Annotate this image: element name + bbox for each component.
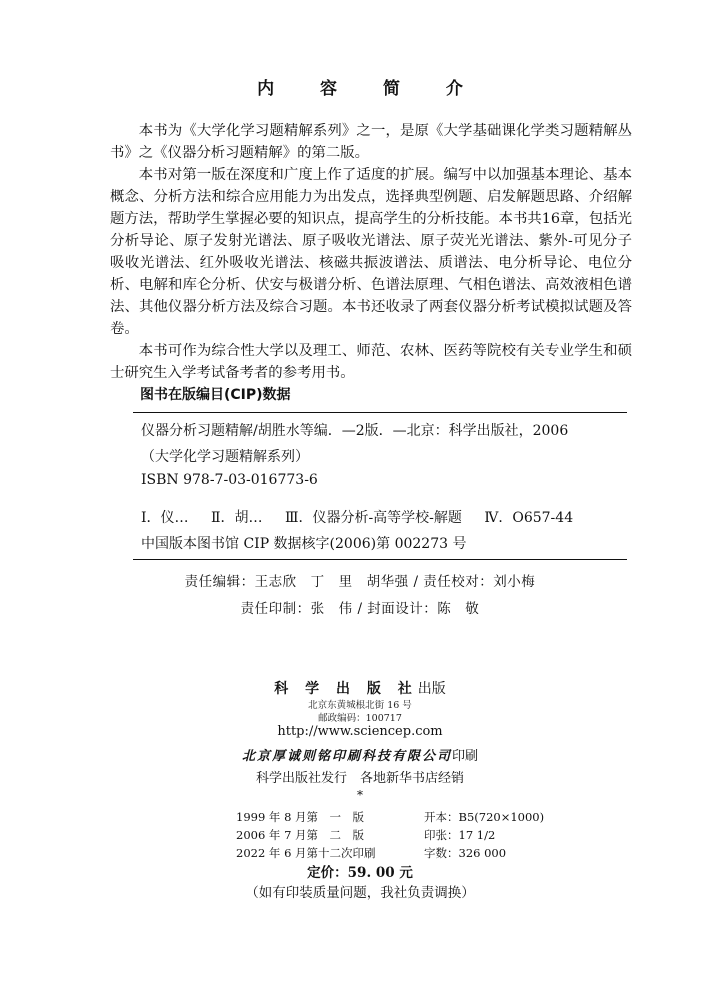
cip-isbn: ISBN 978-7-03-016773-6 bbox=[141, 472, 318, 488]
intro-paragraph-2: 本书对第一版在深度和广度上作了适度的扩展。编写中以加强基本理论、基本概念、分析方法和综合应用能力为出发点，选择典型例题、启发解题思路、介绍解题方法，帮助学生掌握必要的知识点，提高学生的分析技能。本书共16章，包括光分析导论、原子发射光谱法、原子吸收光谱法、原子荧光光谱法、紫外-可见分子吸收光谱法、红外吸收光谱法、核磁共振波谱法、质谱法、电分析导论、电位分析、电解和库仑分析、伏安与极谱分析、色谱法原理、气相色谱法、高效液相色谱法、其他仪器分析方法及综合习题。本书还收录了两套仪器分析考试模拟试题及答卷。 bbox=[110, 167, 632, 337]
intro-paragraph-1: 本书为《大学化学习题精解系列》之一，是原《大学基础课化学类习题精解丛书》之《仪器分析习题精解》的第二版。 bbox=[110, 123, 632, 161]
cip-class-4: Ⅳ．O657-44 bbox=[484, 510, 574, 526]
credits-production: 责任印制：张 伟 / 封面设计：陈 敬 bbox=[240, 601, 480, 617]
printer-name: 北京厚诚则铭印刷科技有限公司 bbox=[241, 749, 452, 764]
edition-info: 2022 年 6 月第十二次印刷 bbox=[236, 846, 376, 860]
cip-series-line: （大学化学习题精解系列） bbox=[141, 449, 309, 465]
quality-notice: （如有印装质量问题，我社负责调换） bbox=[245, 885, 475, 901]
cip-classification bbox=[141, 507, 573, 527]
cip-class-2: Ⅱ．胡… bbox=[210, 510, 263, 526]
production-row bbox=[236, 845, 506, 861]
production-row bbox=[236, 809, 544, 825]
publisher-url: http://www.sciencep.com bbox=[277, 724, 443, 739]
publisher-suffix: 出版 bbox=[417, 681, 446, 697]
format-info: 字数：326 000 bbox=[424, 846, 507, 860]
edition-info: 2006 年 7 月第 二 版 bbox=[236, 828, 365, 842]
cip-class-3: Ⅲ．仪器分析-高等学校-解题 bbox=[284, 510, 462, 526]
format-info: 开本：B5(720×1000) bbox=[424, 810, 545, 824]
publisher-name: 科 学 出 版 社 bbox=[274, 681, 418, 697]
publisher-address: 北京东黄城根北街 16 号 bbox=[308, 700, 412, 711]
cip-bibliographic-line: 仪器分析习题精解/胡胜水等编．—2版．—北京：科学出版社，2006 bbox=[141, 423, 569, 439]
intro-paragraph-3: 本书可作为综合性大学以及理工、师范、农林、医药等院校有关专业学生和硕士研究生入学考试备考者的参考用书。 bbox=[110, 343, 632, 381]
page-title: 内 容 简 介 bbox=[257, 79, 483, 99]
intro-section bbox=[110, 120, 632, 384]
publisher-postcode: 邮政编码：100717 bbox=[318, 713, 402, 724]
price: 定价：59. 00 元 bbox=[307, 865, 413, 881]
cip-bottom-rule bbox=[133, 559, 627, 560]
cip-heading: 图书在版编目(CIP)数据 bbox=[140, 387, 291, 403]
cip-class-1: Ⅰ．仪… bbox=[141, 510, 189, 526]
format-info: 印张：17 1/2 bbox=[424, 828, 496, 842]
star-divider: * bbox=[357, 788, 363, 802]
cip-top-rule bbox=[133, 412, 627, 413]
cip-record-number: 中国版本图书馆 CIP 数据核字(2006)第 002273 号 bbox=[141, 536, 467, 552]
printer-suffix: 印刷 bbox=[452, 749, 479, 764]
credits-editors: 责任编辑：王志欣 丁 里 胡华强 / 责任校对：刘小梅 bbox=[184, 574, 536, 590]
printer-line bbox=[0, 745, 720, 764]
edition-info: 1999 年 8 月第 一 版 bbox=[236, 810, 365, 824]
distribution-line: 科学出版社发行 各地新华书店经销 bbox=[255, 771, 464, 786]
publisher-line bbox=[0, 678, 720, 698]
production-row bbox=[236, 827, 495, 843]
